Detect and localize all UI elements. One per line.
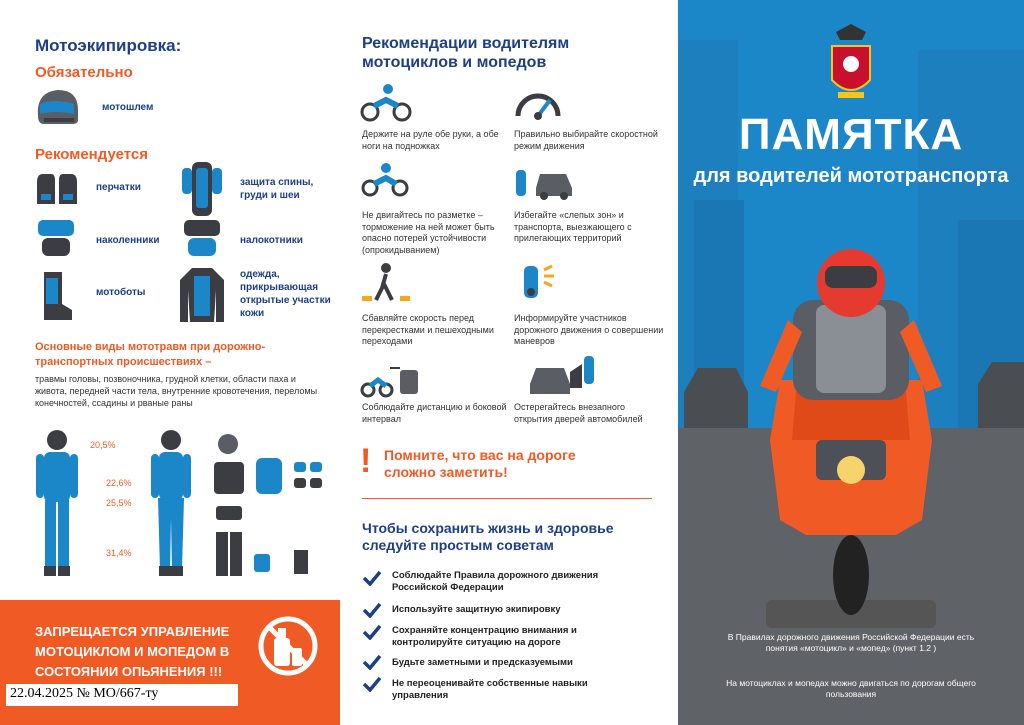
checkmark-icon bbox=[362, 676, 382, 692]
rec-text-8: Остерегайтесь внезапного открытия дверей автомобилей bbox=[514, 402, 643, 424]
warning-text: ЗАПРЕЩАЕТСЯ УПРАВЛЕНИЕ МОТОЦИКЛОМ И МОПЕДОМ В СОСТОЯНИИ ОПЬЯНЕНИЯ !!! bbox=[35, 624, 230, 679]
city-background-illustration bbox=[678, 0, 1024, 725]
knee-pads-icon bbox=[34, 216, 78, 260]
remember-text: Помните, что вас на дороге сложно заметить! bbox=[384, 447, 576, 480]
injury-percent-chest: 22,6% bbox=[106, 478, 132, 488]
rec-text-1: Держите на руле обе руки, а обе ноги на подножках bbox=[362, 129, 499, 151]
elbow-pads-icon bbox=[180, 216, 224, 260]
helmet-icon bbox=[34, 86, 80, 128]
checkmark-icon bbox=[362, 602, 382, 618]
recommendations-panel bbox=[340, 0, 678, 725]
rider-figure-female-icon bbox=[148, 428, 194, 578]
rec-text-5: Сбавляйте скорость перед перекрестками и пешеходными переходами bbox=[362, 313, 494, 346]
cover-footnote-roads: На мотоциклах и мопедах можно двигаться по дорогам общего пользования bbox=[726, 678, 976, 699]
gloves-icon bbox=[33, 170, 81, 206]
exclamation-icon: ! bbox=[360, 442, 372, 480]
hands-on-handlebar-icon bbox=[360, 82, 412, 122]
checkmark-icon bbox=[362, 570, 382, 586]
rec-text-4: Избегайте «слепых зон» и транспорта, выезжающего с прилегающих территорий bbox=[514, 210, 632, 243]
turn-signal-icon bbox=[512, 262, 564, 302]
injury-percent-head: 20,5% bbox=[90, 440, 116, 450]
car-door-icon bbox=[526, 352, 598, 398]
cover-subtitle: для водителей мототранспорта bbox=[693, 165, 1009, 187]
pedestrian-crossing-icon bbox=[360, 262, 412, 302]
rec-text-6: Информируйте участников дорожного движения о совершении маневров bbox=[514, 313, 664, 346]
section-divider bbox=[362, 498, 652, 499]
boots-label: мотоботы bbox=[96, 287, 146, 298]
recommendations-title: Рекомендации водителям мотоциклов и мопедов bbox=[362, 35, 570, 71]
injuries-text: травмы головы, позвоночника, грудной клетки, области паха и живота, передней части тела, внутренние кровотечения, переломы конечностей, ссадины и рваные раны bbox=[35, 374, 318, 408]
back-protector-icon bbox=[178, 160, 226, 218]
helmet-label: мотошлем bbox=[102, 102, 154, 113]
cover-panel bbox=[678, 0, 1024, 725]
tip-1: Соблюдайте Правила дорожного движения Российской Федерации bbox=[392, 570, 599, 593]
injuries-title: Основные виды мототравм при дорожно-транспортных происшествиях – bbox=[35, 341, 266, 368]
cover-footnote-rules: В Правилах дорожного движения Российской Федерации есть понятия «мотоцикл» и «мопед» (пункт 1.2 ) bbox=[727, 632, 975, 653]
police-emblem-icon bbox=[826, 22, 876, 104]
elbow-pads-label: налокотники bbox=[240, 235, 303, 246]
rider-figure-male-icon bbox=[34, 428, 80, 578]
gloves-label: перчатки bbox=[96, 182, 141, 193]
rec-text-3: Не двигайтесь по разметке – торможение на ней может быть опасно потерей устойчивости (опрокидыванием) bbox=[362, 210, 495, 255]
rec-text-2: Правильно выбирайте скоростной режим движения bbox=[514, 129, 658, 151]
rec-text-7: Соблюдайте дистанцию и боковой интервал bbox=[362, 402, 507, 424]
tip-3: Сохраняйте концентрацию внимания и контролируйте ситуацию на дороге bbox=[392, 625, 577, 648]
recommended-heading: Рекомендуется bbox=[35, 146, 148, 163]
cover-title: ПАМЯТКА bbox=[738, 110, 964, 159]
clothes-label: одежда, прикрывающая открытые участки кожи bbox=[240, 269, 331, 319]
checkmark-icon bbox=[362, 624, 382, 640]
speedometer-icon bbox=[512, 82, 564, 122]
road-marking-icon bbox=[360, 158, 412, 198]
back-protector-label: защита спины, груди и шеи bbox=[240, 177, 314, 201]
boots-icon bbox=[36, 270, 76, 322]
blind-spot-icon bbox=[512, 162, 578, 202]
tip-4: Будьте заметными и предсказуемыми bbox=[392, 657, 573, 668]
distance-icon bbox=[360, 360, 420, 400]
tip-2: Используйте защитную экипировку bbox=[392, 604, 561, 615]
equipment-panel bbox=[0, 0, 340, 725]
knee-pads-label: наколенники bbox=[96, 235, 160, 246]
equipment-title: Мотоэкипировка: bbox=[35, 36, 182, 55]
injury-percent-abdomen: 25,5% bbox=[106, 498, 132, 508]
mandatory-heading: Обязательно bbox=[35, 64, 133, 81]
injury-figures bbox=[30, 428, 330, 588]
document-stamp: 22.04.2025 № МО/667-ту bbox=[6, 684, 238, 706]
jacket-icon bbox=[178, 266, 226, 324]
no-alcohol-icon bbox=[256, 614, 320, 678]
checkmark-icon bbox=[362, 654, 382, 670]
injury-percent-legs: 31,4% bbox=[106, 548, 132, 558]
tips-title: Чтобы сохранить жизнь и здоровье следуйте простым советам bbox=[362, 520, 614, 553]
gear-set-icon bbox=[210, 432, 328, 578]
tip-5: Не переоценивайте собственные навыки управления bbox=[392, 678, 588, 701]
